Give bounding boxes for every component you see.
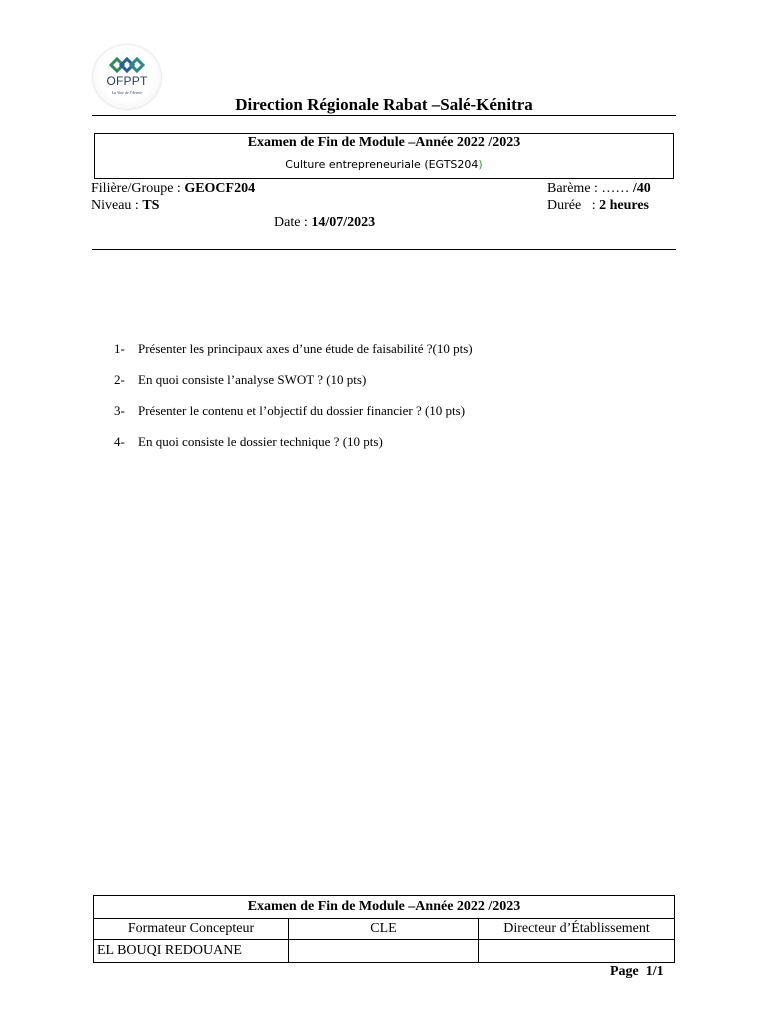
question-text: En quoi consiste le dossier technique ? (10 pts) xyxy=(138,434,383,449)
filiere-label: Filière/Groupe : xyxy=(91,181,185,196)
exam-title-box xyxy=(94,133,674,179)
niveau-label: Niveau : xyxy=(91,198,143,213)
header-divider xyxy=(92,115,676,116)
exam-title: Examen de Fin de Module –Année 2022 /2023 xyxy=(247,135,521,150)
question-number: 3- xyxy=(114,403,125,418)
niveau xyxy=(91,198,159,214)
question-item xyxy=(114,434,473,465)
column-header-directeur: Directeur d’Établissement xyxy=(479,919,675,940)
duree-label: Durée : xyxy=(547,198,600,213)
date-value: 14/07/2023 xyxy=(311,215,376,230)
page-label: Page xyxy=(610,964,646,979)
cell-formateur-name: EL BOUQI REDOUANE xyxy=(94,940,289,963)
module-name xyxy=(95,158,673,171)
bareme-value: /40 xyxy=(632,181,651,196)
filiere-groupe xyxy=(91,181,255,197)
module-name-closing-paren: ) xyxy=(478,158,483,171)
question-text: Présenter le contenu et l’objectif du dossier financier ? (10 pts) xyxy=(138,403,466,418)
question-number: 2- xyxy=(114,372,125,387)
cell-directeur xyxy=(479,940,675,963)
question-item xyxy=(114,403,473,434)
question-list xyxy=(114,341,473,465)
info-divider xyxy=(92,249,676,250)
question-text: En quoi consiste l’analyse SWOT ? (10 pts) xyxy=(138,372,367,387)
footer-table-title: Examen de Fin de Module –Année 2022 /2023 xyxy=(94,896,675,919)
question-item xyxy=(114,372,473,403)
cell-cle xyxy=(289,940,479,963)
filiere-value: GEOCF204 xyxy=(184,181,256,196)
module-name-text: Culture entrepreneuriale (EGTS204 xyxy=(285,158,479,171)
question-text: Présenter les principaux axes d’une étude de faisabilité ?(10 pts) xyxy=(138,341,473,356)
exam-date xyxy=(274,215,375,231)
duree-value: 2 heures xyxy=(599,198,650,213)
page-value: 1/1 xyxy=(645,964,664,979)
direction-title: Direction Régionale Rabat –Salé-Kénitra xyxy=(235,95,533,114)
niveau-value: TS xyxy=(142,198,160,213)
question-item xyxy=(114,341,473,372)
duree xyxy=(547,198,649,214)
question-number: 4- xyxy=(114,434,125,449)
logo-tagline: La Voie de l'Avenir xyxy=(111,90,143,95)
footer-table xyxy=(93,895,675,963)
logo-text: OFPPT xyxy=(106,74,148,88)
column-header-formateur: Formateur Concepteur xyxy=(94,919,289,940)
column-header-cle: CLE xyxy=(289,919,479,940)
bareme xyxy=(547,181,651,197)
page-number xyxy=(610,964,664,980)
question-number: 1- xyxy=(114,341,125,356)
bareme-label: Barème : …… xyxy=(547,181,633,196)
date-label: Date : xyxy=(274,215,312,230)
